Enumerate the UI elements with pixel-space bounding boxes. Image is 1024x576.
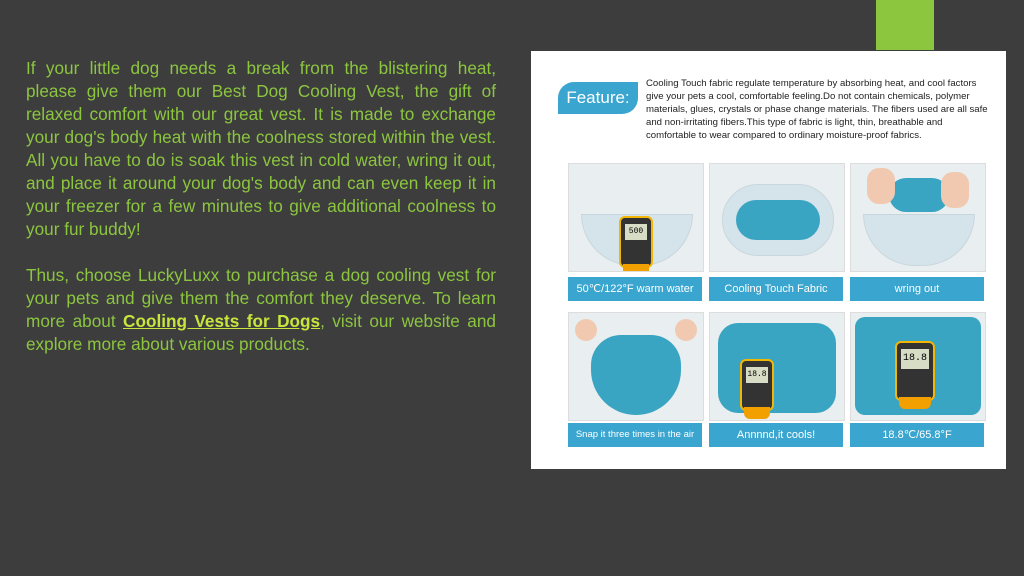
cooling-vests-link[interactable]: Cooling Vests for Dogs	[123, 311, 321, 331]
thermometer-nose	[744, 407, 770, 419]
hand-right	[675, 319, 697, 341]
vest-shape	[718, 323, 836, 413]
caption-temperature: 18.8℃/65.8°F	[850, 423, 984, 447]
photo-warm-water	[568, 163, 704, 272]
intro-paragraph: If your little dog needs a break from the blistering heat, please give them our Best Dog Cooling Vest, the gift of relaxed comfort with our great vest. It is made to exchange your dog's body heat with the coolness stored within the vest. All you have to do is soak this vest in cold water, wring it out, and place it around your dog's body and can even keep it in your freezer for a few minutes to give additional coolness to your fur buddy!	[26, 58, 496, 239]
body-text	[26, 57, 496, 379]
product-feature-image	[531, 51, 1006, 469]
photo-cooling-fabric	[709, 163, 845, 272]
thermometer-nose	[623, 264, 649, 272]
accent-bar	[876, 0, 934, 50]
vest-shape	[889, 178, 949, 212]
photo-temperature	[850, 312, 986, 421]
feature-description: Cooling Touch fabric regulate temperature by absorbing heat, and cool factors give your pets a cool, comfortable feeling.Do not contain chemicals, polymer materials, glues, crystals or phase change materials. The fibers used are all safe and non-irritating fibers.This type of fabric is light, thin, breathable and comfortable to wear compared to ordinary moisture-proof fabrics.	[646, 78, 988, 141]
caption-cooling-fabric: Cooling Touch Fabric	[709, 277, 843, 301]
thermometer-screen: 18.8	[746, 367, 768, 383]
closing-text-after: , visit our website and explore more about various products.	[26, 311, 496, 354]
closing-paragraph	[26, 264, 496, 356]
caption-it-cools: Annnnd,it cools!	[709, 423, 843, 447]
photo-snap-vest	[568, 312, 704, 421]
thermometer-screen: 18.8	[901, 349, 929, 369]
vest-shape	[591, 335, 681, 415]
caption-snap-air: Snap it three times in the air	[568, 423, 702, 447]
hand-left	[575, 319, 597, 341]
photo-it-cools	[709, 312, 845, 421]
thermometer-screen: 500	[625, 224, 647, 240]
hand-right	[941, 172, 969, 208]
thermometer-icon	[895, 341, 935, 401]
thermometer-nose	[899, 397, 931, 409]
photo-wring-out	[850, 163, 986, 272]
hand-left	[867, 168, 895, 204]
thermometer-icon	[740, 359, 774, 411]
vest-shape	[736, 200, 820, 240]
caption-wring-out: wring out	[850, 277, 984, 301]
thermometer-icon	[619, 216, 653, 268]
bowl-shape	[863, 214, 975, 266]
closing-text-before: Thus, choose LuckyLuxx to purchase a dog cooling vest for your pets and give them the comfort they deserve. To learn more about	[26, 265, 496, 331]
caption-warm-water: 50℃/122°F warm water	[568, 277, 702, 301]
feature-label: Feature:	[558, 82, 638, 114]
